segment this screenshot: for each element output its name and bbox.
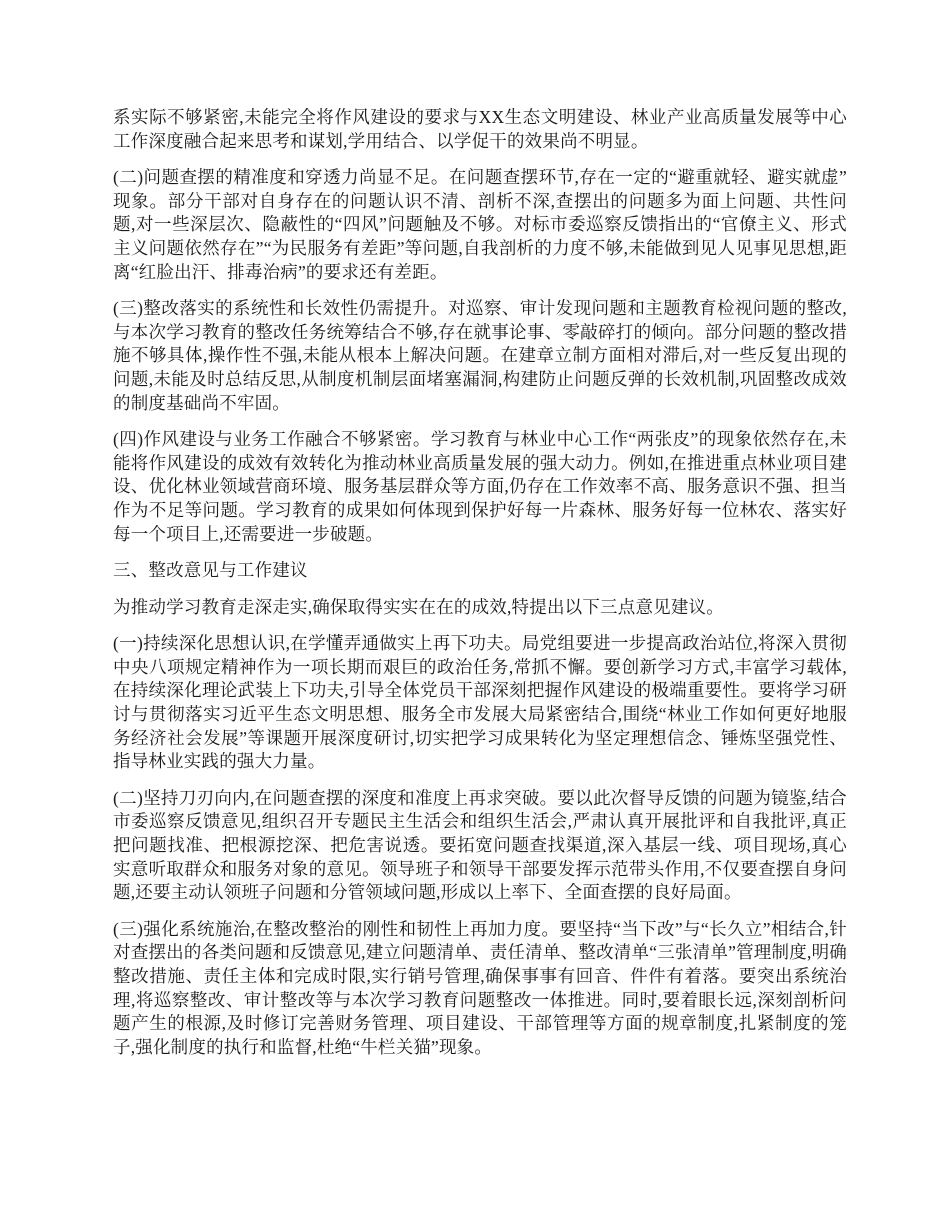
paragraph-problem-2: (二)问题查摆的精准度和穿透力尚显不足。在问题查摆环节,存在一定的“避重就轻、避实就虚”现象。部分干部对自身存在的问题认识不清、剖析不深,查摆出的问题多为面上问题、共性问题,对一些深层次、隐蔽性的“四风”问题触及不够。对标市委巡察反馈指出的“官僚主义、形式主义问题依然存在”“为民服务有差距”等问题,自我剖析的力度不够,未能做到见人见事见思想,距离“红脸出汗、排毒治病”的要求还有差距。 xyxy=(113,167,847,282)
paragraph-problem-3: (三)整改落实的系统性和长效性仍需提升。对巡察、审计发现问题和主题教育检视问题的整改,与本次学习教育的整改任务统筹结合不够,存在就事论事、零敲碎打的倾向。部分问题的整改措施不够具体,操作性不强,未能从根本上解决问题。在建章立制方面相对滞后,对一些反复出现的问题,未能及时总结反思,从制度机制层面堵塞漏洞,构建防止问题反弹的长效机制,巩固整改成效的制度基础尚不牢固。 xyxy=(113,298,847,413)
paragraph-suggestions-intro: 为推动学习教育走深走实,确保取得实实在在的成效,特提出以下三点意见建议。 xyxy=(113,596,724,617)
paragraph-problem-4: (四)作风建设与业务工作融合不够紧密。学习教育与林业中心工作“两张皮”的现象依然存在,未能将作风建设的成效有效转化为推动林业高质量发展的强大动力。例如,在推进重点林业项目建设、优化林业领域营商环境、服务基层群众等方面,仍存在工作效率不高、服务意识不强、担当作为不足等问题。学习教育的成果如何体现到保护好每一片森林、服务好每一位林农、落实好每一个项目上,还需要进一步破题。 xyxy=(113,429,847,544)
section-heading-suggestions: 三、整改意见与工作建议 xyxy=(113,560,308,581)
paragraph-continuation: 系实际不够紧密,未能完全将作风建设的要求与XX生态文明建设、林业产业高质量发展等中心工作深度融合起来思考和谋划,学用结合、以学促干的效果尚不明显。 xyxy=(113,107,847,151)
paragraph-suggestion-2: (二)坚持刀刃向内,在问题查摆的深度和准度上再求突破。要以此次督导反馈的问题为镜鉴,结合市委巡察反馈意见,组织召开专题民主生活会和组织生活会,严肃认真开展批评和自我批评,真正把问题找准、把根源挖深、把危害说透。要拓宽问题查找渠道,深入基层一线、项目现场,真心实意听取群众和服务对象的意见。领导班子和领导干部要发挥示范带头作用,不仅要查摆自身问题,还要主动认领班子问题和分管领域问题,形成以上率下、全面查摆的良好局面。 xyxy=(113,787,847,903)
paragraph-suggestion-1: (一)持续深化思想认识,在学懂弄通做实上再下功夫。局党组要进一步提高政治站位,将深入贯彻中央八项规定精神作为一项长期而艰巨的政治任务,常抓不懈。要创新学习方式,丰富学习载体,在持续深化理论武装上下功夫,引导全体党员干部深刻把握作风建设的极端重要性。要将学习研讨与贯彻落实习近平生态文明思想、服务全市发展大局紧密结合,围绕“林业工作如何更好地服务经济社会发展”等课题开展深度研讨,切实把学习成果转化为坚定理想信念、锤炼坚强党性、指导林业实践的强大力量。 xyxy=(113,633,847,772)
paragraph-suggestion-3: (三)强化系统施治,在整改整治的刚性和韧性上再加力度。要坚持“当下改”与“长久立”相结合,针对查摆出的各类问题和反馈意见,建立问题清单、责任清单、整改清单“三张清单”管理制度,明确整改措施、责任主体和完成时限,实行销号管理,确保事事有回音、件件有着落。要突出系统治理,将巡察整改、审计整改等与本次学习教育问题整改一体推进。同时,要着眼长远,深刻剖析问题产生的根源,及时修订完善财务管理、项目建设、干部管理等方面的规章制度,扎紧制度的笼子,强化制度的执行和监督,杜绝“牛栏关猫”现象。 xyxy=(113,918,847,1057)
